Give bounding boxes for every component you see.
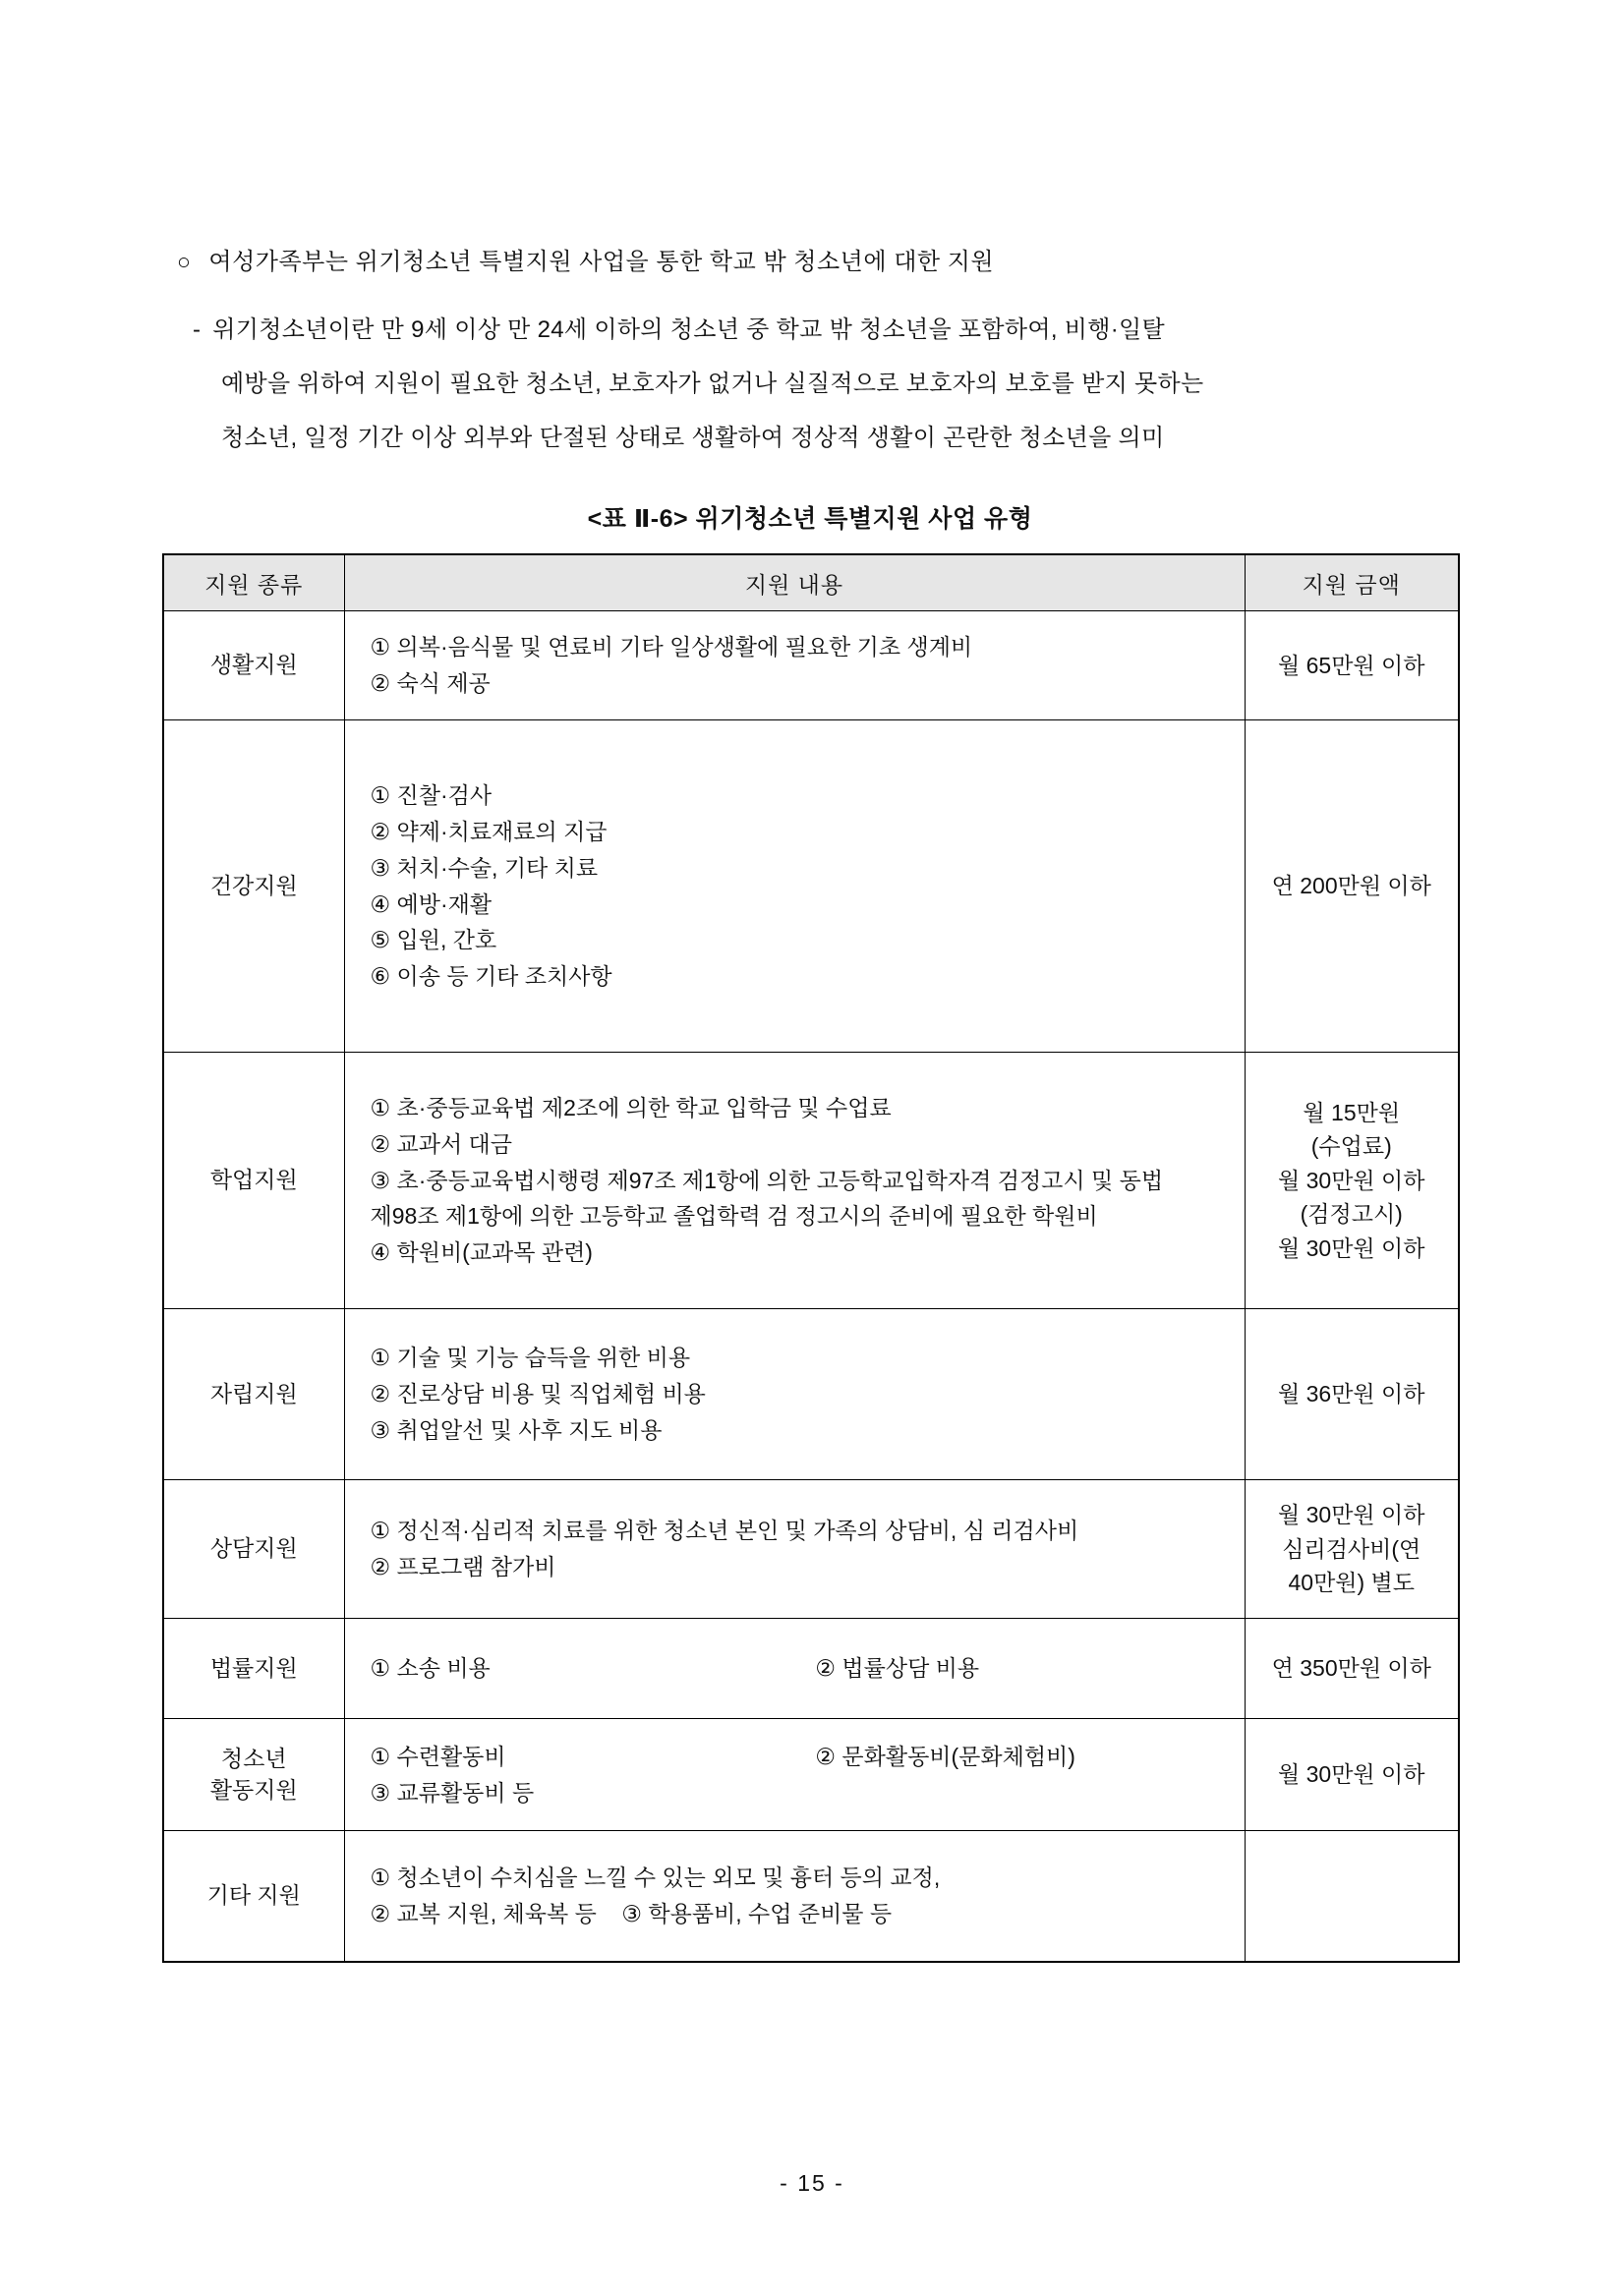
amount-line: 연 200만원 이하: [1271, 873, 1431, 899]
support-content-cell: [344, 1053, 1245, 1309]
intro-sub-text: 위기청소년이란 만 9세 이상 만 24세 이하의 청소년 중 학교 밖 청소년을 포함하여, 비행·일탈: [212, 316, 1166, 343]
content-line: ① 진찰·검사: [370, 782, 493, 809]
support-table: [162, 553, 1460, 1963]
amount-line: 월 15만원: [1303, 1099, 1401, 1125]
content-line: ① 기술 및 기능 습득을 위한 비용: [370, 1345, 691, 1371]
intro-sub-line: 청소년, 일정 기간 이상 외부와 단절된 상태로 생활하여 정상적 생활이 곤란한 청소년을 의미: [221, 425, 1165, 451]
amount-line: 40만원) 별도: [1288, 1570, 1415, 1596]
amount-line: 연 350만원 이하: [1271, 1655, 1431, 1682]
support-content-cell: [344, 1619, 1245, 1719]
header-support-content: 지원 내용: [344, 554, 1245, 611]
table-row: [163, 1619, 1459, 1719]
content-line: ② 숙식 제공: [370, 670, 491, 696]
support-amount-cell: [1245, 1309, 1459, 1480]
content-line: ② 교과서 대금: [370, 1130, 512, 1157]
support-amount-cell: [1245, 720, 1459, 1053]
amount-line: (검정고시): [1300, 1201, 1403, 1228]
table-row: [163, 611, 1459, 720]
table-row: [163, 1831, 1459, 1962]
support-amount-cell: [1245, 1831, 1459, 1962]
content-line: ③ 초·중등교육법시행령 제97조 제1항에 의한 고등학교입학자격 검정고시 및 동법 제98조 제1항에 의한 고등학교 졸업학력 검 정고시의 준비에 필요한 학원비: [370, 1167, 1170, 1230]
table-row: [163, 1719, 1459, 1831]
content-line: ③ 취업알선 및 사후 지도 비용: [370, 1416, 663, 1443]
intro-sub-line: [193, 303, 1471, 357]
support-type-cell: 학업지원: [163, 1053, 344, 1309]
support-amount-cell: [1245, 1619, 1459, 1719]
support-type-cell: 건강지원: [163, 720, 344, 1053]
content-line: ④ 예방·재활: [370, 890, 493, 917]
amount-line: 월 30만원 이하: [1278, 1761, 1425, 1788]
content-line: ③ 처치·수술, 기타 치료: [370, 854, 599, 881]
support-content-cell: [344, 1831, 1245, 1962]
support-content-cell: [344, 1309, 1245, 1480]
amount-line: 월 30만원 이하: [1278, 1167, 1425, 1193]
intro-bullet-line: [177, 242, 994, 276]
amount-line: 월 65만원 이하: [1278, 652, 1425, 678]
content-line: ④ 학원비(교과목 관련): [370, 1239, 593, 1266]
support-content-cell: [344, 611, 1245, 720]
intro-sub-line: 예방을 위하여 지원이 필요한 청소년, 보호자가 없거나 실질적으로 보호자의 보호를 받지 못하는: [221, 371, 1204, 397]
amount-line: 심리검사비(연: [1282, 1535, 1421, 1562]
content-line: ③ 교류활동비 등: [370, 1779, 535, 1806]
header-support-type: 지원 종류: [163, 554, 344, 611]
content-line: ① 소송 비용 ② 법률상담 비용: [370, 1655, 980, 1682]
table-row: [163, 1309, 1459, 1480]
support-content-cell: [344, 1480, 1245, 1619]
support-table-body: [163, 611, 1459, 1962]
content-line: ① 의복·음식물 및 연료비 기타 일상생활에 필요한 기초 생계비: [370, 634, 973, 660]
support-type-cell: 기타 지원: [163, 1831, 344, 1962]
support-amount-cell: [1245, 1053, 1459, 1309]
support-content-cell: [344, 720, 1245, 1053]
support-amount-cell: [1245, 1719, 1459, 1831]
content-line: ② 진로상담 비용 및 직업체험 비용: [370, 1381, 706, 1407]
dash-bullet-icon: -: [193, 316, 202, 343]
page-number: - 15 -: [780, 2170, 844, 2196]
support-type-cell: 자립지원: [163, 1309, 344, 1480]
support-amount-cell: [1245, 611, 1459, 720]
header-support-amount: 지원 금액: [1245, 554, 1459, 611]
content-line: ① 청소년이 수치심을 느낄 수 있는 외모 및 흉터 등의 교정,: [370, 1864, 941, 1890]
amount-line: (수업료): [1310, 1133, 1392, 1160]
circle-bullet-icon: ○: [177, 249, 192, 274]
content-line: ② 프로그램 참가비: [370, 1554, 556, 1579]
support-amount-cell: [1245, 1480, 1459, 1619]
intro-sub-paragraph: [193, 303, 1471, 465]
table-row: [163, 720, 1459, 1053]
content-line: ② 교복 지원, 체육복 등 ③ 학용품비, 수업 준비물 등: [370, 1900, 893, 1926]
content-line: ⑥ 이송 등 기타 조치사항: [370, 963, 612, 990]
amount-line: 월 36만원 이하: [1278, 1381, 1425, 1407]
content-line: ⑤ 입원, 간호: [370, 927, 497, 953]
content-line: ① 정신적·심리적 치료를 위한 청소년 본인 및 가족의 상담비, 심 리검사비: [370, 1518, 1079, 1544]
table-row: [163, 1053, 1459, 1309]
amount-line: 월 30만원 이하: [1278, 1234, 1425, 1261]
content-line: ① 초·중등교육법 제2조에 의한 학교 입학금 및 수업료: [370, 1095, 892, 1120]
table-row: [163, 1480, 1459, 1619]
support-type-cell: 법률지원: [163, 1619, 344, 1719]
support-content-cell: [344, 1719, 1245, 1831]
table-caption: <표 Ⅱ-6> 위기청소년 특별지원 사업 유형: [587, 505, 1033, 533]
amount-line: 월 30만원 이하: [1278, 1502, 1425, 1528]
table-header-row: [163, 554, 1459, 611]
support-type-cell: 상담지원: [163, 1480, 344, 1619]
support-type-cell: 청소년 활동지원: [163, 1719, 344, 1831]
intro-bullet-text: 여성가족부는 위기청소년 특별지원 사업을 통한 학교 밖 청소년에 대한 지원: [208, 249, 995, 275]
support-table-wrapper: [162, 553, 1460, 1963]
content-line: ② 약제·치료재료의 지급: [370, 818, 608, 844]
content-line: ① 수련활동비 ② 문화활동비(문화체험비): [370, 1743, 1075, 1769]
support-type-cell: 생활지원: [163, 611, 344, 720]
